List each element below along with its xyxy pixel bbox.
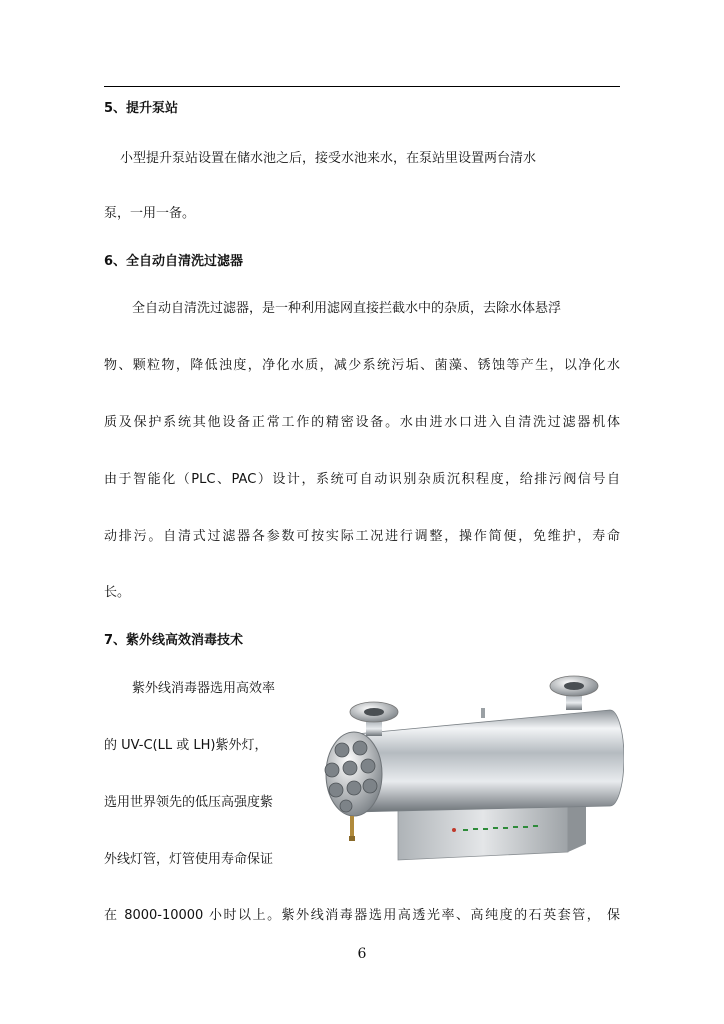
uv-sterilizer-image bbox=[318, 672, 624, 864]
section-7-line-5: 在 8000-10000 小时以上。紫外线消毒器选用高透光率、高纯度的石英套管， 保 bbox=[104, 908, 620, 923]
section-6-line-6: 长。 bbox=[104, 585, 131, 600]
section-7-line-2: 的 UV-C(LL 或 LH)紫外灯， bbox=[104, 738, 268, 753]
section-6-line-4: 由于智能化（PLC、PAC）设计，系统可自动识别杂质沉积程度，给排污阀信号自 bbox=[104, 472, 620, 487]
section-5-line-2: 泵，一用一备。 bbox=[104, 206, 196, 221]
section-6-line-3: 质及保护系统其他设备正常工作的精密设备。水由进水口进入自清洗过滤器机体 bbox=[104, 415, 620, 430]
header-rule bbox=[104, 86, 620, 87]
page-number: 6 bbox=[357, 946, 367, 962]
section-7-line-1: 紫外线消毒器选用高效率 bbox=[132, 681, 276, 696]
section-7-heading: 7、紫外线高效消毒技术 bbox=[104, 633, 244, 648]
section-5-line-1: 小型提升泵站设置在储水池之后，接受水池来水，在泵站里设置两台清水 bbox=[120, 151, 537, 166]
section-7-line-3: 选用世界领先的低压高强度紫 bbox=[104, 795, 274, 810]
section-5-heading: 5、提升泵站 bbox=[104, 101, 179, 116]
section-6-line-5: 动排污。自清式过滤器各参数可按实际工况进行调整，操作简便，免维护，寿命 bbox=[104, 529, 620, 544]
section-6-line-2: 物、颗粒物，降低浊度，净化水质，减少系统污垢、菌藻、锈蚀等产生，以净化水 bbox=[104, 358, 620, 373]
section-6-heading: 6、全自动自清洗过滤器 bbox=[104, 254, 244, 269]
section-6-line-1: 全自动自清洗过滤器，是一种利用滤网直接拦截水中的杂质，去除水体悬浮 bbox=[132, 301, 562, 316]
section-7-line-4: 外线灯管，灯管使用寿命保证 bbox=[104, 852, 274, 867]
